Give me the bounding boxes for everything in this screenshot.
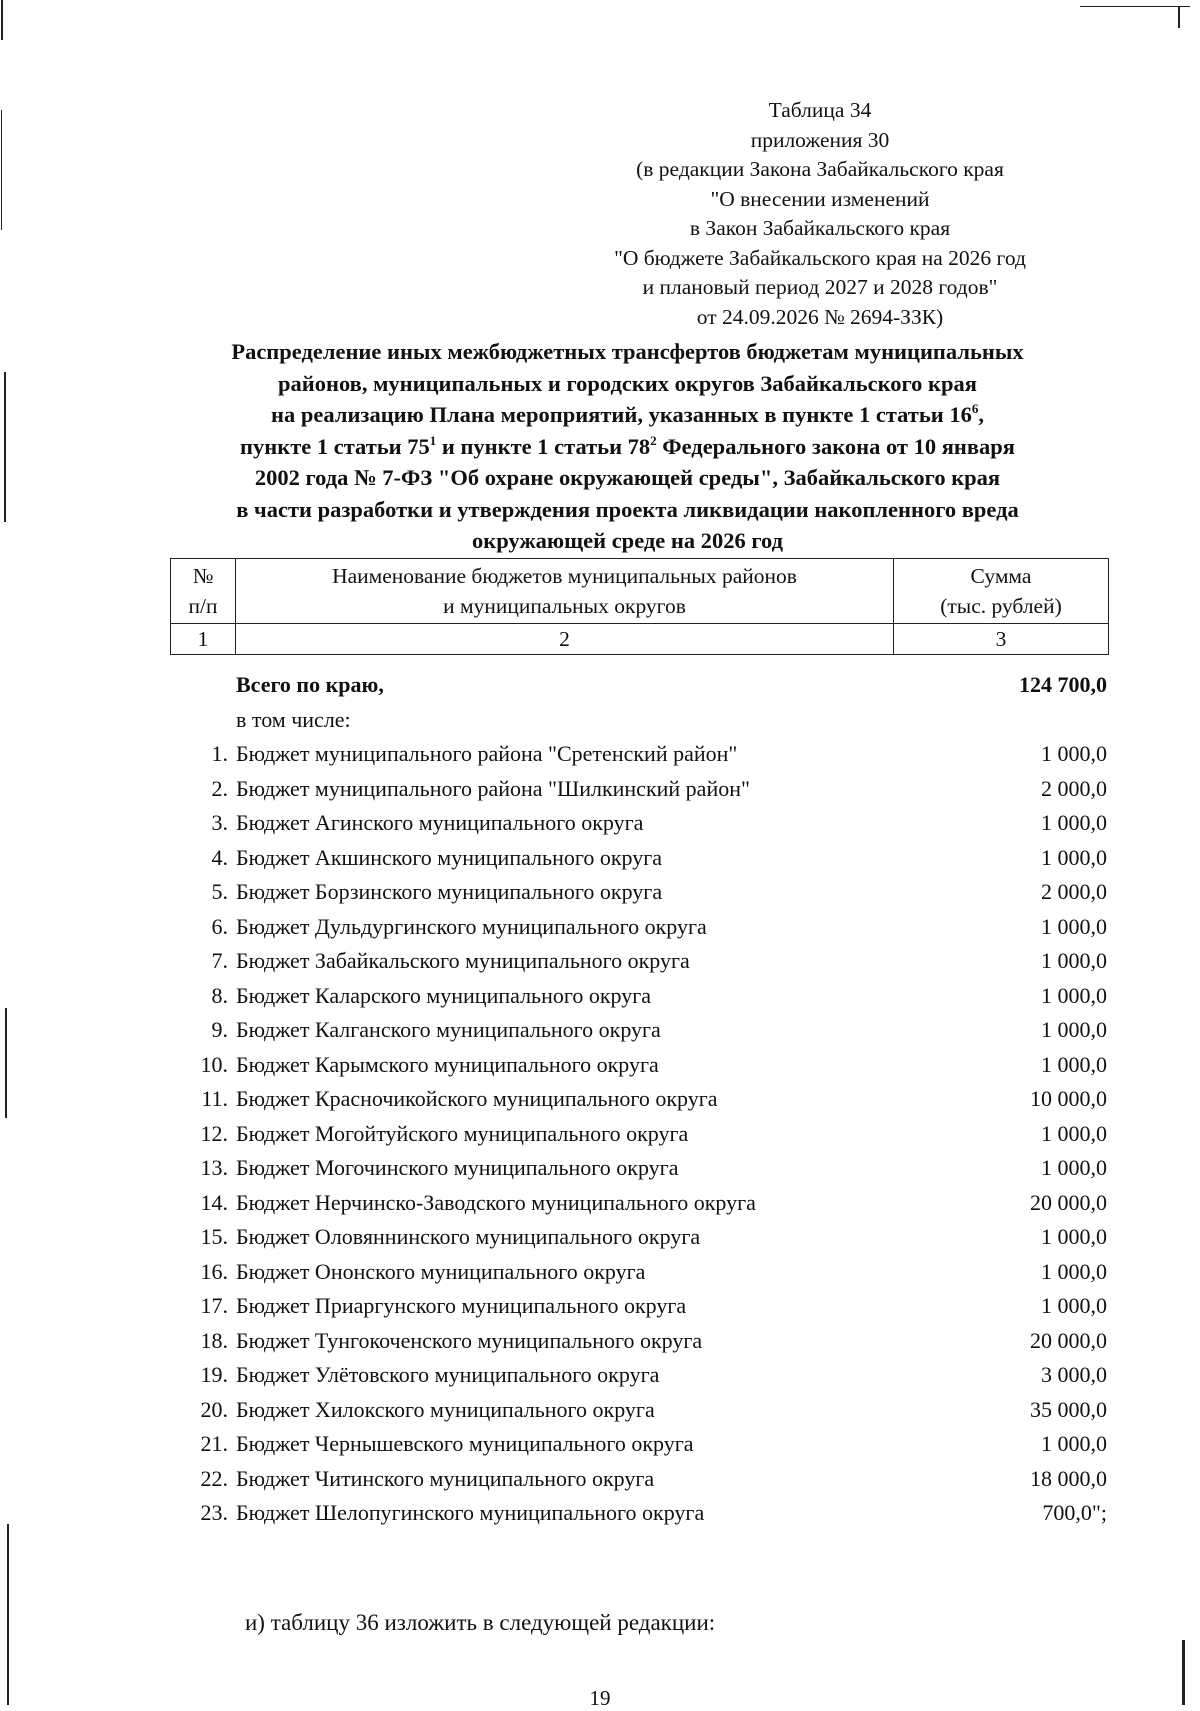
header-cell-amount bbox=[894, 559, 1109, 624]
row-amount: 20 000,0 bbox=[1030, 1327, 1107, 1353]
table-row bbox=[170, 910, 1109, 945]
row-number: 16. bbox=[200, 1258, 228, 1284]
header-line: (в редакции Закона Забайкальского края bbox=[636, 157, 1004, 181]
row-name: Бюджет Могойтуйского муниципального округа bbox=[236, 1120, 689, 1146]
header-text: п/п bbox=[188, 594, 218, 618]
header-line: "О внесении изменений bbox=[710, 186, 930, 211]
superscript: 2 bbox=[650, 432, 657, 448]
row-name: Бюджет Дульдургинского муниципального округа bbox=[236, 913, 707, 939]
table-row bbox=[170, 875, 1109, 910]
row-name: Бюджет Приаргунского муниципального округа bbox=[236, 1293, 687, 1318]
footer-text: и) таблицу 36 изложить в следующей редакции: bbox=[245, 1610, 716, 1635]
row-amount: 1 000,0 bbox=[1041, 1051, 1107, 1077]
table-body bbox=[170, 668, 1109, 1531]
row-name: Бюджет Красночикойского муниципального округа bbox=[236, 1086, 718, 1111]
scan-edge-mark bbox=[1178, 6, 1180, 28]
row-number: 23. bbox=[200, 1500, 228, 1525]
row-amount: 700,0"; bbox=[1042, 1500, 1107, 1525]
row-amount: 20 000,0 bbox=[1030, 1189, 1107, 1215]
scan-edge-mark bbox=[1080, 6, 1190, 7]
table-row bbox=[170, 1324, 1109, 1359]
row-number: 15. bbox=[200, 1224, 228, 1249]
table-row bbox=[170, 979, 1109, 1014]
title-text: на реализацию Плана мероприятий, указанных в пункте 1 статьи 16 bbox=[271, 402, 972, 427]
row-number: 19. bbox=[200, 1362, 228, 1387]
superscript: 6 bbox=[971, 401, 979, 416]
row-number: 6. bbox=[211, 913, 228, 939]
column-number: 2 bbox=[236, 624, 894, 655]
total-row bbox=[170, 668, 1109, 703]
header-line: в Закон Забайкальского края bbox=[689, 216, 951, 240]
row-number: 7. bbox=[211, 948, 228, 973]
row-name: Бюджет Могочинского муниципального округа bbox=[236, 1155, 679, 1180]
table-row bbox=[170, 841, 1109, 876]
table-header bbox=[170, 558, 1109, 655]
title-line: Распределение иных межбюджетных трансфертов бюджетам муниципальных bbox=[231, 339, 1024, 364]
row-amount: 1 000,0 bbox=[1041, 913, 1107, 939]
row-amount: 3 000,0 bbox=[1041, 1362, 1107, 1387]
title-text: , bbox=[978, 402, 984, 427]
table-row bbox=[170, 1151, 1109, 1186]
scan-edge-mark bbox=[1, 0, 3, 40]
table-row bbox=[170, 1358, 1109, 1393]
header-line: "О бюджете Забайкальского края на 2026 год bbox=[614, 245, 1026, 270]
row-number: 5. bbox=[211, 879, 228, 904]
row-number: 10. bbox=[200, 1051, 228, 1077]
header-row bbox=[171, 559, 1109, 624]
title-line: 2002 года № 7-ФЗ "Об охране окружающей среды", Забайкальского края bbox=[254, 465, 1001, 490]
header-line: и плановый период 2027 и 2028 годов" bbox=[642, 275, 998, 299]
total-label: Всего по краю, bbox=[236, 672, 384, 697]
row-name: Бюджет Чернышевского муниципального округа bbox=[236, 1431, 694, 1456]
row-amount: 1 000,0 bbox=[1041, 810, 1107, 835]
row-number: 12. bbox=[200, 1120, 228, 1146]
row-number: 17. bbox=[200, 1293, 228, 1318]
row-amount: 1 000,0 bbox=[1041, 1431, 1107, 1456]
row-name: Бюджет Агинского муниципального округа bbox=[236, 810, 644, 835]
table-row bbox=[170, 1496, 1109, 1531]
table-row bbox=[170, 1048, 1109, 1083]
table-row bbox=[170, 1082, 1109, 1117]
table-row bbox=[170, 1117, 1109, 1152]
row-number: 4. bbox=[211, 844, 228, 870]
row-name: Бюджет Шелопугинского муниципального округа bbox=[236, 1500, 705, 1525]
scan-edge-mark bbox=[1, 110, 2, 230]
row-amount: 1 000,0 bbox=[1041, 741, 1107, 766]
row-number: 9. bbox=[211, 1017, 228, 1042]
header-cell-name bbox=[236, 559, 894, 624]
table-row bbox=[170, 1186, 1109, 1221]
header-text: Сумма bbox=[970, 564, 1032, 588]
total-amount: 124 700,0 bbox=[1019, 672, 1107, 697]
document-title bbox=[150, 336, 1105, 557]
table-row bbox=[170, 1255, 1109, 1290]
title-line: в части разработки и утверждения проекта ликвидации накопленного вреда bbox=[236, 496, 1019, 522]
header-line: приложения 30 bbox=[750, 127, 890, 152]
row-amount: 1 000,0 bbox=[1041, 1293, 1107, 1318]
header-text: (тыс. рублей) bbox=[940, 594, 1062, 618]
scan-edge-mark bbox=[5, 1008, 7, 1118]
row-amount: 1 000,0 bbox=[1041, 1017, 1107, 1042]
row-name: Бюджет муниципального района "Шилкинский район" bbox=[236, 775, 750, 801]
row-number: 3. bbox=[211, 810, 228, 835]
column-number: 1 bbox=[171, 624, 236, 655]
row-name: Бюджет Каларского муниципального округа bbox=[236, 982, 652, 1008]
header-text: и муниципальных округов bbox=[443, 594, 686, 618]
row-name: Бюджет Акшинского муниципального округа bbox=[236, 844, 663, 870]
row-name: Бюджет Оловяннинского муниципального округа bbox=[236, 1224, 701, 1249]
row-name: Бюджет Калганского муниципального округа bbox=[236, 1017, 661, 1042]
title-text: и пункте 1 статьи 78 bbox=[436, 433, 651, 459]
subtotal-label-row bbox=[170, 703, 1109, 738]
header-line: Таблица 34 bbox=[768, 98, 872, 122]
row-amount: 10 000,0 bbox=[1030, 1086, 1107, 1111]
row-name: Бюджет муниципального района "Сретенский район" bbox=[236, 741, 738, 766]
table-row bbox=[170, 737, 1109, 772]
row-name: Бюджет Забайкальского муниципального округа bbox=[236, 948, 690, 973]
scan-edge-mark bbox=[7, 1524, 9, 1705]
row-number: 14. bbox=[200, 1189, 228, 1215]
row-name: Бюджет Ононского муниципального округа bbox=[236, 1258, 646, 1284]
row-amount: 1 000,0 bbox=[1041, 844, 1107, 870]
row-number: 21. bbox=[200, 1431, 228, 1456]
header-text: Наименование бюджетов муниципальных районов bbox=[332, 564, 797, 588]
row-amount: 2 000,0 bbox=[1041, 775, 1107, 801]
row-number: 22. bbox=[200, 1465, 228, 1491]
document-header bbox=[560, 96, 1080, 332]
title-line bbox=[150, 399, 1105, 431]
row-name: Бюджет Тунгокоченского муниципального округа bbox=[236, 1327, 703, 1353]
table-row bbox=[170, 1462, 1109, 1497]
header-text: № bbox=[192, 564, 214, 588]
title-text: Федерального закона от 10 января bbox=[656, 433, 1015, 459]
row-name: Бюджет Нерчинско-Заводского муниципального округа bbox=[236, 1189, 756, 1215]
row-amount: 18 000,0 bbox=[1030, 1465, 1107, 1491]
title-text: пункте 1 статьи 75 bbox=[240, 433, 430, 459]
row-amount: 1 000,0 bbox=[1041, 1155, 1107, 1180]
superscript: 1 bbox=[429, 432, 437, 448]
table-row bbox=[170, 1427, 1109, 1462]
row-number: 18. bbox=[200, 1327, 228, 1353]
column-number-row bbox=[171, 624, 1109, 655]
row-number: 2. bbox=[211, 775, 228, 801]
row-amount: 1 000,0 bbox=[1041, 982, 1107, 1008]
header-cell-number bbox=[171, 559, 236, 624]
scan-edge-mark bbox=[4, 372, 6, 522]
column-number: 3 bbox=[894, 624, 1109, 655]
row-amount: 2 000,0 bbox=[1041, 879, 1107, 904]
row-amount: 35 000,0 bbox=[1030, 1396, 1107, 1422]
table-row bbox=[170, 772, 1109, 807]
table-row bbox=[170, 944, 1109, 979]
row-amount: 1 000,0 bbox=[1041, 1120, 1107, 1146]
row-name: Бюджет Читинского муниципального округа bbox=[236, 1465, 655, 1491]
table-row bbox=[170, 1220, 1109, 1255]
row-name: Бюджет Улётовского муниципального округа bbox=[236, 1362, 660, 1387]
row-number: 13. bbox=[200, 1155, 228, 1180]
table-row bbox=[170, 1393, 1109, 1428]
row-number: 1. bbox=[211, 741, 228, 766]
row-amount: 1 000,0 bbox=[1041, 1224, 1107, 1249]
row-amount: 1 000,0 bbox=[1041, 948, 1107, 973]
page-number: 19 bbox=[589, 1686, 611, 1710]
table-row bbox=[170, 1013, 1109, 1048]
row-name: Бюджет Борзинского муниципального округа bbox=[236, 879, 663, 904]
subtotal-label: в том числе: bbox=[236, 706, 351, 732]
row-list bbox=[170, 737, 1109, 1531]
header-line: от 24.09.2026 № 2694-ЗЗК) bbox=[696, 304, 944, 329]
row-amount: 1 000,0 bbox=[1041, 1258, 1107, 1284]
title-line: районов, муниципальных и городских округов Забайкальского края bbox=[278, 370, 977, 396]
row-name: Бюджет Карымского муниципального округа bbox=[236, 1051, 659, 1077]
title-line: окружающей среде на 2026 год bbox=[471, 528, 783, 553]
title-line bbox=[150, 431, 1105, 463]
table-row bbox=[170, 1289, 1109, 1324]
table-row bbox=[170, 806, 1109, 841]
row-number: 20. bbox=[200, 1396, 228, 1422]
row-number: 11. bbox=[201, 1086, 228, 1111]
row-name: Бюджет Хилокского муниципального округа bbox=[236, 1396, 655, 1422]
row-number: 8. bbox=[211, 982, 228, 1008]
